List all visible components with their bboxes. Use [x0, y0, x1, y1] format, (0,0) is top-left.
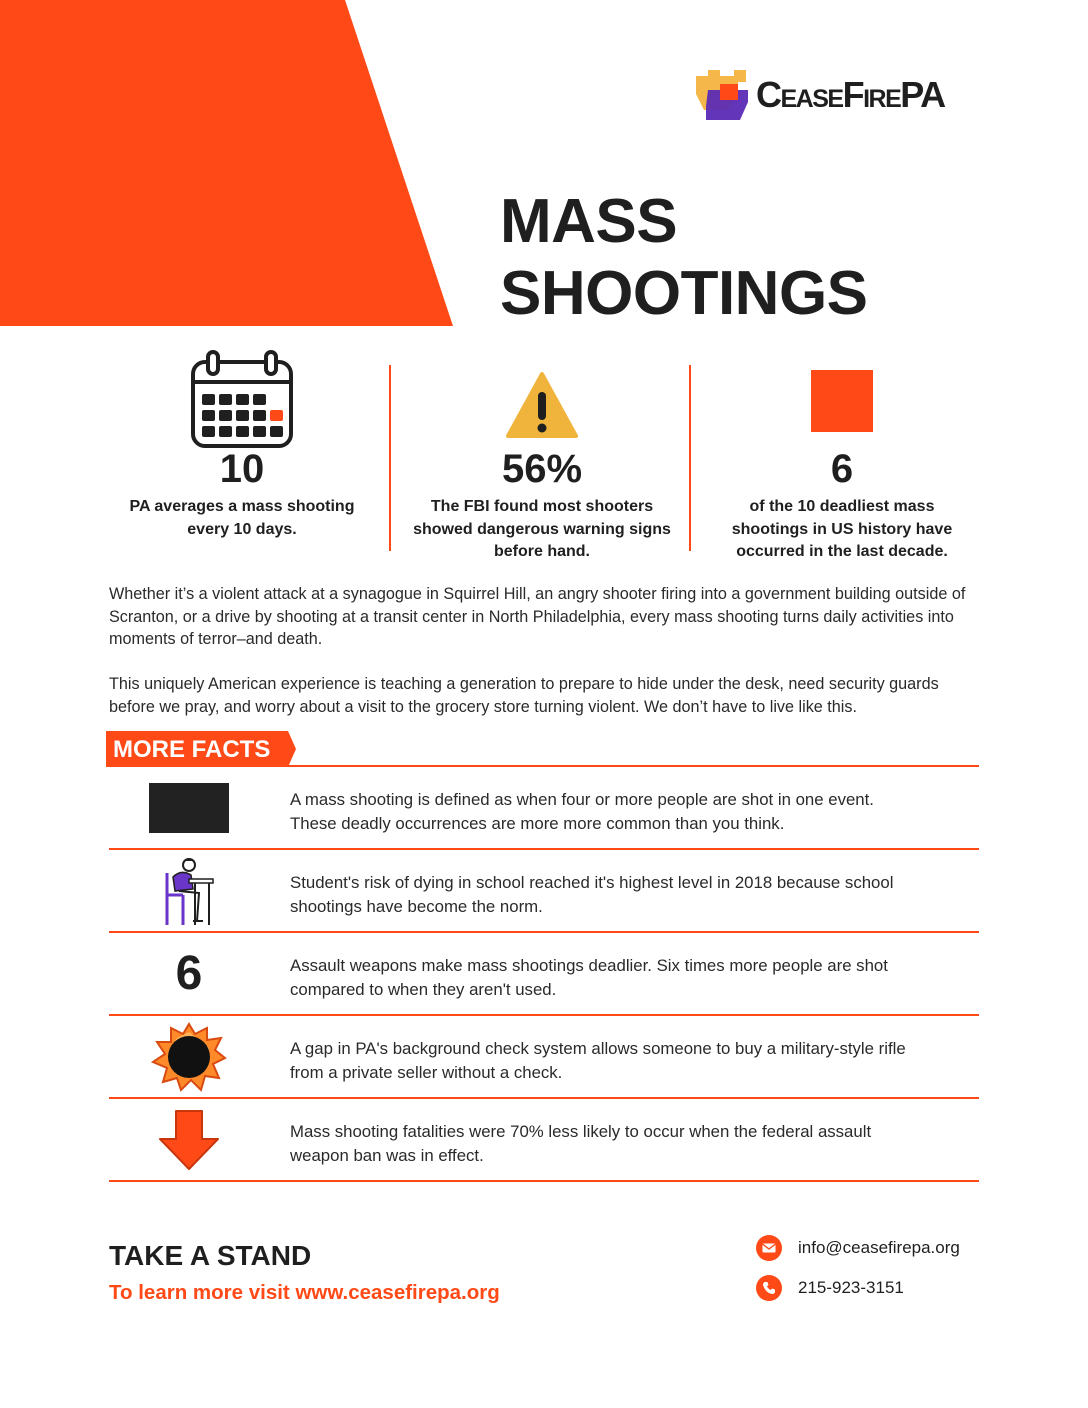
stat-description: The FBI found most shooters showed dangerous warning signs before hand. — [413, 498, 671, 560]
fact-row — [109, 1016, 979, 1099]
square-icon — [811, 370, 873, 432]
contact-phone[interactable] — [756, 1274, 904, 1302]
warning-icon — [506, 370, 578, 440]
contact-email[interactable] — [756, 1234, 960, 1262]
title-line-1: MASS — [500, 187, 678, 256]
bullet-hole-icon — [151, 1022, 227, 1092]
stat-divider — [689, 365, 691, 551]
fact-text: Student's risk of dying in school reached it's highest level in 2018 because school shootings have become the norm. — [290, 873, 894, 916]
fact-text: Assault weapons make mass shootings deadlier. Six times more people are shot compared to when they aren't used. — [290, 956, 888, 999]
email-text: info@ceasefirepa.org — [798, 1238, 960, 1257]
more-facts-heading: MORE FACTS — [113, 736, 271, 763]
stats-row — [92, 350, 992, 560]
fact-row — [109, 1099, 979, 1182]
phone-icon — [756, 1275, 782, 1301]
fact-text: A gap in PA's background check system allows someone to buy a military-style rifle from a private seller without a check. — [290, 1039, 906, 1082]
title-line-2: SHOOTINGS — [500, 259, 868, 328]
cta-title: TAKE A STAND — [109, 1240, 312, 1271]
calendar-icon — [190, 350, 294, 450]
stat-calendar — [92, 350, 392, 560]
keystone-logo-icon — [694, 66, 752, 124]
fact-row — [109, 767, 979, 850]
stat-divider — [389, 365, 391, 551]
student-at-desk-icon — [161, 855, 217, 927]
fact-row — [109, 850, 979, 933]
dark-rectangle-icon — [149, 783, 229, 833]
logo[interactable] — [694, 66, 984, 124]
stat-description: PA averages a mass shooting every 10 days. — [129, 498, 355, 538]
body-paragraph-2: This uniquely American experience is teaching a generation to prepare to hide under the desk, need security guards before we pray, and worry about a visit to the grocery store turning violent. We don’t have to live like this. — [109, 675, 939, 716]
hero-orange-shape — [0, 0, 460, 326]
stat-deadliest — [692, 350, 992, 560]
logo-text: CeaseFirePA — [756, 74, 945, 115]
fact-text: A mass shooting is defined as when four or more people are shot in one event. These deadly occurrences are more more common than you think. — [290, 790, 874, 833]
cta-website-link[interactable]: To learn more visit www.ceasefirepa.org — [109, 1281, 500, 1304]
fact-row — [109, 933, 979, 1016]
stat-value: 56% — [501, 447, 583, 491]
page-title — [500, 186, 868, 330]
fact-text: Mass shooting fatalities were 70% less likely to occur when the federal assault weapon ban was in effect. — [290, 1122, 872, 1165]
email-icon — [756, 1235, 782, 1261]
stat-warning — [392, 350, 692, 560]
stat-value: 6 — [830, 447, 854, 491]
six-number: 6 — [175, 946, 203, 1000]
stat-description: of the 10 deadliest mass shootings in US history have occurred in the last decade. — [731, 498, 953, 560]
body-paragraph-1: Whether it’s a violent attack at a synagogue in Squirrel Hill, an angry shooter firing into a government building outside of Scranton, or a drive by shooting at a transit center in North Philadelphia, every mass shooting turns daily activities into moments of terror–and death. — [109, 585, 966, 648]
down-arrow-icon — [158, 1109, 220, 1171]
phone-text: 215-923-3151 — [798, 1278, 904, 1297]
stat-value: 10 — [219, 447, 265, 491]
